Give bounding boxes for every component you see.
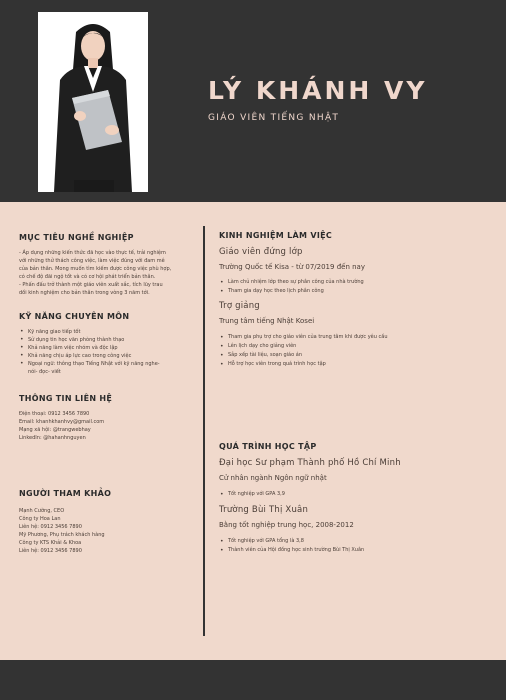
list-item: • Ngoại ngữ: thông thạo Tiếng Nhật với kỹ năng nghe- bbox=[19, 360, 191, 368]
objective-line: có chế độ đãi ngộ tốt và có cơ hội phát triển bản thân. bbox=[19, 274, 156, 280]
reference-line: Liên hệ: 0912 3456 7890 bbox=[19, 524, 82, 530]
job-subtitle: Trung tâm tiếng Nhật Kosei bbox=[219, 317, 315, 325]
skills-section bbox=[19, 312, 191, 376]
contact-details bbox=[19, 410, 191, 442]
school-notes bbox=[219, 537, 489, 555]
contact-social: Mạng xã hội: @trangwebhay bbox=[19, 427, 91, 433]
school-notes bbox=[219, 490, 489, 499]
candidate-name: LÝ KHÁNH VY bbox=[208, 76, 428, 105]
list-item: • Tốt nghiệp với GPA 3,9 bbox=[219, 490, 489, 499]
objective-line: - Áp dụng những kiến thức đã học vào thực tế, trải nghiệm bbox=[19, 250, 166, 256]
footer-band bbox=[0, 660, 506, 700]
section-title: QUÁ TRÌNH HỌC TẬP bbox=[219, 442, 317, 451]
section-title: KỸ NĂNG CHUYÊN MÔN bbox=[19, 312, 130, 321]
contact-linkedin: LinkedIn: @hahanhnguyen bbox=[19, 435, 86, 441]
reference-line: Mạnh Cường, CEO bbox=[19, 508, 65, 514]
skills-list bbox=[19, 328, 191, 368]
profile-photo bbox=[38, 12, 148, 192]
list-item: • Lên lịch dạy cho giảng viên bbox=[219, 342, 489, 351]
list-item: • Thành viên của Hội đồng học sinh trường Bùi Thị Xuân bbox=[219, 546, 489, 555]
list-item: • Khả năng làm việc nhóm và độc lập bbox=[19, 344, 191, 352]
job-subtitle: Trường Quốc tế Kisa - từ 07/2019 đến nay bbox=[219, 263, 365, 271]
list-item: • Hỗ trợ học viên trong quá trình học tập bbox=[219, 360, 489, 369]
references-details bbox=[19, 507, 191, 555]
list-item: • Kỹ năng giao tiếp tốt bbox=[19, 328, 191, 336]
job-title: Trợ giảng bbox=[219, 301, 260, 311]
reference-line: Công ty KTS Khải & Khoa bbox=[19, 540, 82, 546]
section-title: KINH NGHIỆM LÀM VIỆC bbox=[219, 231, 333, 240]
list-item: • Khả năng chịu áp lực cao trong công việc bbox=[19, 352, 191, 360]
job-duties bbox=[219, 333, 489, 369]
objective-text bbox=[19, 249, 191, 297]
contact-email: Email: khanhkhanhvy@gmail.com bbox=[19, 419, 105, 425]
job-title: Giáo viên đứng lớp bbox=[219, 247, 303, 257]
list-item: • Tham gia dạy học theo lịch phân công bbox=[219, 287, 489, 296]
objective-line: dồi kinh nghiệm cho bản thân trong vòng 3 năm tới. bbox=[19, 290, 150, 296]
objective-line: của bản thân. Mong muốn tìm kiếm được công việc phù hợp, bbox=[19, 266, 172, 272]
education-section bbox=[219, 442, 489, 555]
section-title: NGƯỜI THAM KHẢO bbox=[19, 489, 112, 498]
section-title: THÔNG TIN LIÊN HỆ bbox=[19, 394, 113, 403]
objective-section bbox=[19, 233, 191, 297]
section-title: MỤC TIÊU NGHỀ NGHIỆP bbox=[19, 233, 134, 242]
references-section bbox=[19, 489, 191, 555]
school-name: Đại học Sư phạm Thành phố Hồ Chí Minh bbox=[219, 458, 401, 468]
header bbox=[0, 0, 506, 202]
list-item: • Tham gia phụ trợ cho giáo viên của trung tâm khi được yêu cầu bbox=[219, 333, 489, 342]
column-divider bbox=[203, 226, 205, 636]
reference-line: Liên hệ: 0912 3456 7890 bbox=[19, 548, 82, 554]
objective-line: - Phấn đấu trở thành một giáo viên xuất sắc, tích lũy trau bbox=[19, 282, 163, 288]
contact-phone: Điện thoại: 0912 3456 7890 bbox=[19, 411, 90, 417]
list-item: • Tốt nghiệp với GPA tổng là 3,8 bbox=[219, 537, 489, 546]
school-name: Trường Bùi Thị Xuân bbox=[219, 505, 309, 515]
list-item: • Sử dụng tin học văn phòng thành thạo bbox=[19, 336, 191, 344]
objective-line: với những thử thách công việc, làm việc đúng với đam mê bbox=[19, 258, 165, 264]
profile-photo-illustration bbox=[38, 12, 148, 192]
list-item: • Sắp xếp tài liệu, soạn giáo án bbox=[219, 351, 489, 360]
list-item: • Làm chủ nhiệm lớp theo sự phân công của nhà trường bbox=[219, 278, 489, 287]
reference-line: Mỹ Phương, Phụ trách khách hàng bbox=[19, 532, 105, 538]
list-item-continuation: nói- đọc- viết bbox=[28, 369, 61, 375]
contact-section bbox=[19, 394, 191, 442]
school-degree: Bằng tốt nghiệp trung học, 2008-2012 bbox=[219, 521, 354, 529]
reference-line: Công ty Hoa Lan bbox=[19, 516, 61, 522]
experience-section bbox=[219, 231, 489, 369]
candidate-role: GIÁO VIÊN TIẾNG NHẬT bbox=[208, 113, 340, 123]
job-duties bbox=[219, 278, 489, 296]
school-degree: Cử nhân ngành Ngôn ngữ nhật bbox=[219, 474, 327, 482]
